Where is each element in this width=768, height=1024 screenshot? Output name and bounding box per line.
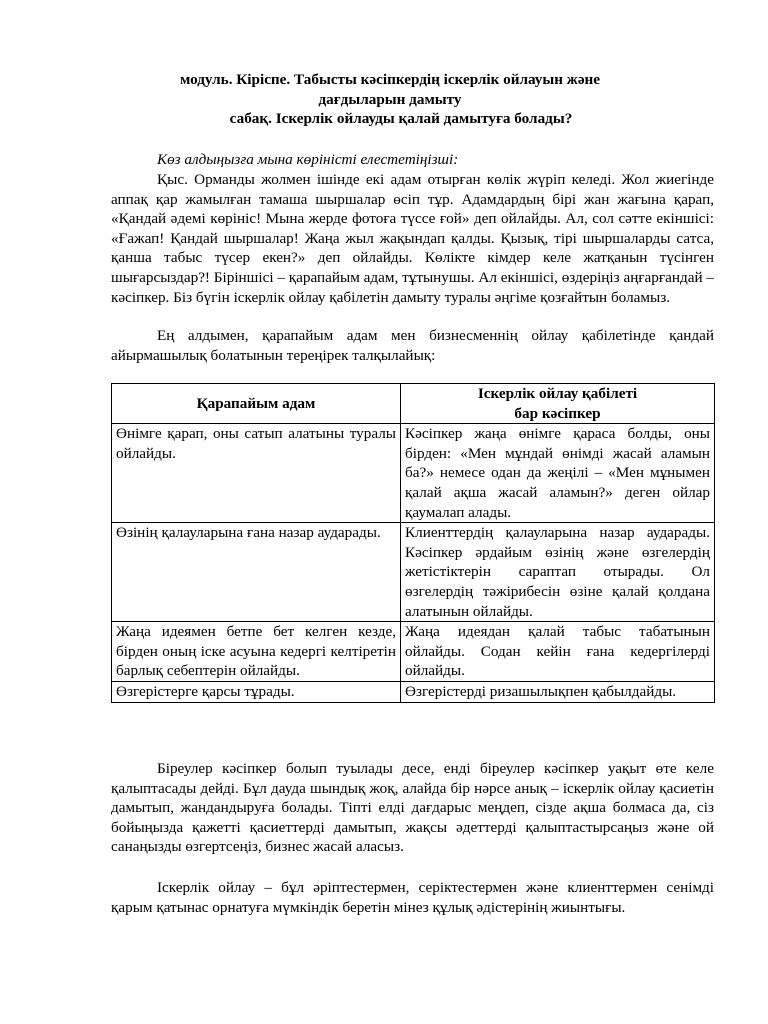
table-cell-entrepreneur: Өзгерістерді ризашылықпен қабылдайды. (401, 681, 715, 702)
conclusion-paragraph-1: Біреулер кәсіпкер болып туылады десе, енді біреулер кәсіпкер уақыт өте келе қалыптасады дейді. Бұл дауда шындық жоқ, алайда бір нәрсе анық – іскерлік ойлау қасиетін дамытып, жандандыруға болады. Тіпті елді дағдарыс меңдеп, сізде ақша болмаса да, сіз бойыңызда қажетті қасиеттерді дамытып, жақсы әдеттерді қалыптастырсаңыз және ой санаңызды өзгертсеңіз, бизнес жасай аласыз. (111, 760, 714, 856)
table-row (112, 622, 715, 682)
table-cell-ordinary: Өнімге қарап, оны сатып алатыны туралы ойлайды. (112, 424, 401, 523)
header-entrepreneur (401, 384, 715, 424)
header-entrepreneur-line-1: Іскерлік ойлау қабілеті (477, 385, 638, 402)
table-cell-ordinary: Өзінің қалауларына ғана назар аударады. (112, 523, 401, 622)
table-cell-entrepreneur: Кәсіпкер жаңа өнімге қараса болды, оны бірден: «Мен мұндай өнімді жасай аламын ба?» немесе одан да жеңілі – «Мен мұнымен қалай ақша жасай аламын?» деген ойлар қаумалап алады. (401, 424, 715, 523)
intro-prompt: Көз алдыңызға мына көріністі елестетіңізші: (157, 151, 459, 168)
table-cell-ordinary: Өзгерістерге қарсы тұрады. (112, 681, 401, 702)
table-cell-entrepreneur: Жаңа идеядан қалай табыс табатынын ойлайды. Содан кейін ғана кедергілерді ойлайды. (401, 622, 715, 682)
table-cell-entrepreneur: Клиенттердің қалауларына назар аударады. Кәсіпкер әрдайым өзінің және өзгелердің жетістіктерін сараптап отырады. Ол өзгелердің тәжірибесін өзіне қалай қолдана алатынын ойлайды. (401, 523, 715, 622)
table-cell-ordinary: Жаңа идеямен бетпе бет келген кезде, бірден оның іске асуына кедергі келтіретін барлық себептерін ойлайды. (112, 622, 401, 682)
title-line-2: дағдыларын дамыту (318, 91, 462, 108)
story-paragraph: Қыс. Орманды жолмен ішінде екі адам отырған көлік жүріп келеді. Жол жиегінде аппақ қар жамылған тамаша шыршалар өсіп тұр. Адамдардың бірі жан жағына қарап, «Қандай әдемі көрініс! Мына жерде фотоға түссе ғой» деп ойлайды. Ал, сол сәтте екіншісі: «Ғажап! Қандай шыршалар! Жаңа жыл жақындап қалды. Қызық, тірі шыршаларды сатса, қанша табыс түсер екен?» деп ойлайды. Көлікте кімдер келе жатқанын түсінген шығарсыздар?! Біріншісі – қарапайым адам, тұтынушы. Ал екіншісі, өздеріңіз аңғарғандай – кәсіпкер. Біз бүгін іскерлік ойлау қабілетін дамыту туралы әңгіме қозғайтын боламыз. (111, 171, 714, 306)
header-ordinary-person: Қарапайым адам (112, 384, 401, 424)
table-row (112, 681, 715, 702)
comparison-table (111, 383, 715, 703)
table-row (112, 424, 715, 523)
table-header-row (112, 384, 715, 424)
lead-paragraph: Ең алдымен, қарапайым адам мен бизнесменнің ойлау қабілетінде қандай айырмашылық болатынын тереңірек талқылайық: (111, 327, 714, 364)
conclusion-paragraph-2: Іскерлік ойлау – бұл әріптестермен, серіктестермен және клиенттермен сенімді қарым қатынас орнатуға мүмкіндік беретін мінез құлық әдістерінің жиынтығы. (111, 879, 714, 916)
header-entrepreneur-line-2: бар кәсіпкер (514, 404, 601, 422)
lesson-title: сабақ. Іскерлік ойлауды қалай дамытуға болады? (229, 110, 573, 127)
title-line-1: модуль. Кіріспе. Табысты кәсіпкердің іскерлік ойлауын және (179, 71, 601, 88)
table-row (112, 523, 715, 622)
